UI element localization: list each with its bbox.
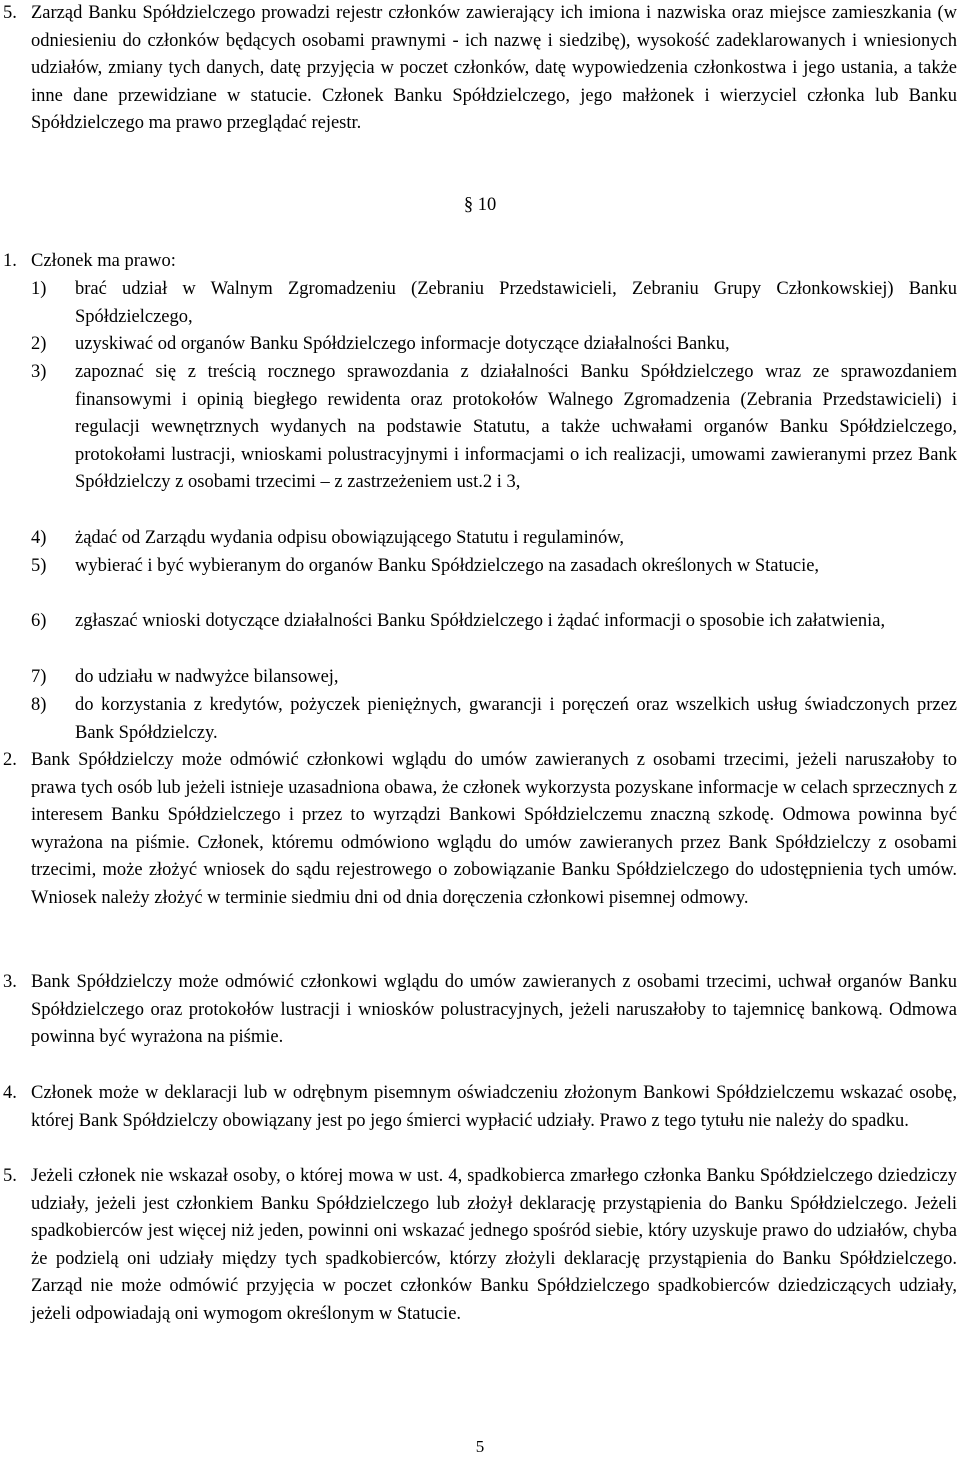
list-item bbox=[3, 525, 957, 553]
paragraph-5-register bbox=[3, 0, 957, 138]
list-item bbox=[3, 331, 957, 359]
list-item bbox=[3, 553, 957, 581]
paragraph-number: 5. bbox=[3, 1166, 17, 1186]
paragraph-number: 4. bbox=[3, 1083, 17, 1103]
item-number: 8) bbox=[31, 695, 47, 715]
paragraph-text: Bank Spółdzielczy może odmówić członkowi wglądu do umów zawieranych z osobami trzecimi, uchwał organów Banku Spółdzielczego oraz protokołów lustracji i wniosków polustracyjnych, jeżeli naruszałoby to tajemnicę bankową. Odmowa powinna być wyrażona na piśmie. bbox=[31, 972, 957, 1048]
item-number: 1) bbox=[31, 279, 47, 299]
item-number: 3) bbox=[31, 362, 47, 382]
page-number: 5 bbox=[475, 1437, 485, 1456]
list-item bbox=[3, 664, 957, 692]
item-text: wybierać i być wybieranym do organów Banku Spółdzielczego na zasadach określonych w Statucie, bbox=[75, 556, 820, 576]
paragraph-text: Bank Spółdzielczy może odmówić członkowi wglądu do umów zawieranych z osobami trzecimi, jeżeli naruszałoby to prawa tych osób lub jeżeli istnieje uzasadniona obawa, że członek wykorzysta pozyskane informacje w celach sprzecznych z interesem Banku Spółdzielczego i przez to wyrządzi Bankowi Spółdzielczemu znaczną szkodę. Odmowa powinna być wyrażona na piśmie. Członek, któremu odmówiono wglądu do umów zawieranych przez Bank Spółdzielczy z osobami trzecimi, może złożyć wniosek do sądu rejestrowego o zobowiązanie Banku Spółdzielczego do udostępnienia tych umów. Wniosek należy złożyć w terminie siedmiu dni od dnia doręczenia członkowi pisemnej odmowy. bbox=[31, 750, 957, 908]
paragraph-3 bbox=[3, 969, 957, 1052]
item-text: brać udział w Walnym Zgromadzeniu (Zebraniu Przedstawicieli, Zebraniu Grupy Członkowskiej) Banku Spółdzielczego, bbox=[75, 279, 957, 327]
paragraph-text: Jeżeli członek nie wskazał osoby, o której mowa w ust. 4, spadkobierca zmarłego członka Banku Spółdzielczego dziedziczy udziały, jeżeli jest członkiem Banku Spółdzielczego lub złożył deklarację przystąpienia do Banku Spółdzielczego. Jeżeli spadkobierców jest więcej niż jeden, powinni oni wskazać jednego spośród siebie, który uzyskuje prawo do udziałów, chyba że podzielą oni udziały między tych spadkobierców, którzy złożyli deklarację przystąpienia do Banku Spółdzielczego. Zarząd nie może odmówić przyjęcia w poczet członków Banku Spółdzielczego spadkobierców dziedziczących udziały, jeżeli odpowiadają oni wymogom określonym w Statucie. bbox=[31, 1166, 957, 1324]
paragraph-number: 5. bbox=[3, 3, 17, 23]
list-item bbox=[3, 608, 957, 636]
item-number: 4) bbox=[31, 528, 47, 548]
paragraph-1-intro bbox=[3, 248, 957, 276]
item-text: zapoznać się z treścią rocznego sprawozdania z działalności Banku Spółdzielczego wraz ze sprawozdaniem finansowymi i opinią biegłego rewidenta oraz protokołów Walnego Zgromadzenia (Zebrania Przedstawicieli) i regulacji wewnętrznych wydanych na podstawie Statutu, a także uchwałami organów Banku Spółdzielczego, protokołami lustracji, wnioskami polustracyjnymi i informacjami o ich realizacji, umowami zawieranymi przez Bank Spółdzielczy z osobami trzecimi – z zastrzeżeniem ust.2 i 3, bbox=[75, 362, 957, 493]
list-item bbox=[3, 692, 957, 747]
item-number: 2) bbox=[31, 334, 47, 354]
paragraph-text: Członek może w deklaracji lub w odrębnym pisemnym oświadczeniu złożonym Bankowi Spółdzielczemu wskazać osobę, której Bank Spółdzielczy obowiązany jest po jego śmierci wypłacić udziały. Prawo z tego tytułu nie należy do spadku. bbox=[31, 1083, 957, 1131]
item-text: żądać od Zarządu wydania odpisu obowiązującego Statutu i regulaminów, bbox=[75, 528, 624, 548]
item-number: 7) bbox=[31, 667, 47, 687]
item-text: uzyskiwać od organów Banku Spółdzielczego informacje dotyczące działalności Banku, bbox=[75, 334, 730, 354]
paragraph-number: 3. bbox=[3, 972, 17, 992]
list-item bbox=[3, 359, 957, 497]
paragraph-5-inheritance bbox=[3, 1163, 957, 1329]
paragraph-2 bbox=[3, 747, 957, 913]
item-text: do korzystania z kredytów, pożyczek pieniężnych, gwarancji i poręczeń oraz wszelkich usług świadczonych przez Bank Spółdzielczy. bbox=[75, 695, 957, 743]
list-item bbox=[3, 276, 957, 331]
item-number: 6) bbox=[31, 611, 47, 631]
section-heading: § 10 bbox=[463, 195, 497, 215]
item-text: zgłaszać wnioski dotyczące działalności Banku Spółdzielczego i żądać informacji o sposobie ich załatwienia, bbox=[75, 611, 886, 631]
paragraph-number: 2. bbox=[3, 750, 17, 770]
paragraph-number: 1. bbox=[3, 251, 17, 271]
paragraph-4 bbox=[3, 1080, 957, 1135]
item-number: 5) bbox=[31, 556, 47, 576]
item-text: do udziału w nadwyżce bilansowej, bbox=[75, 667, 339, 687]
paragraph-text: Członek ma prawo: bbox=[31, 251, 176, 271]
paragraph-text: Zarząd Banku Spółdzielczego prowadzi rejestr członków zawierający ich imiona i nazwiska oraz miejsce zamieszkania (w odniesieniu do członków będących osobami prawnymi - ich nazwę i siedzibę), wysokość zadeklarowanych i wniesionych udziałów, zmiany tych danych, datę przyjęcia w poczet członków, datę wypowiedzenia członkostwa i jego ustania, a także inne dane przewidziane w statucie. Członek Banku Spółdzielczego, jego małżonek i wierzyciel członka lub Banku Spółdzielczego ma prawo przeglądać rejestr. bbox=[31, 3, 957, 134]
